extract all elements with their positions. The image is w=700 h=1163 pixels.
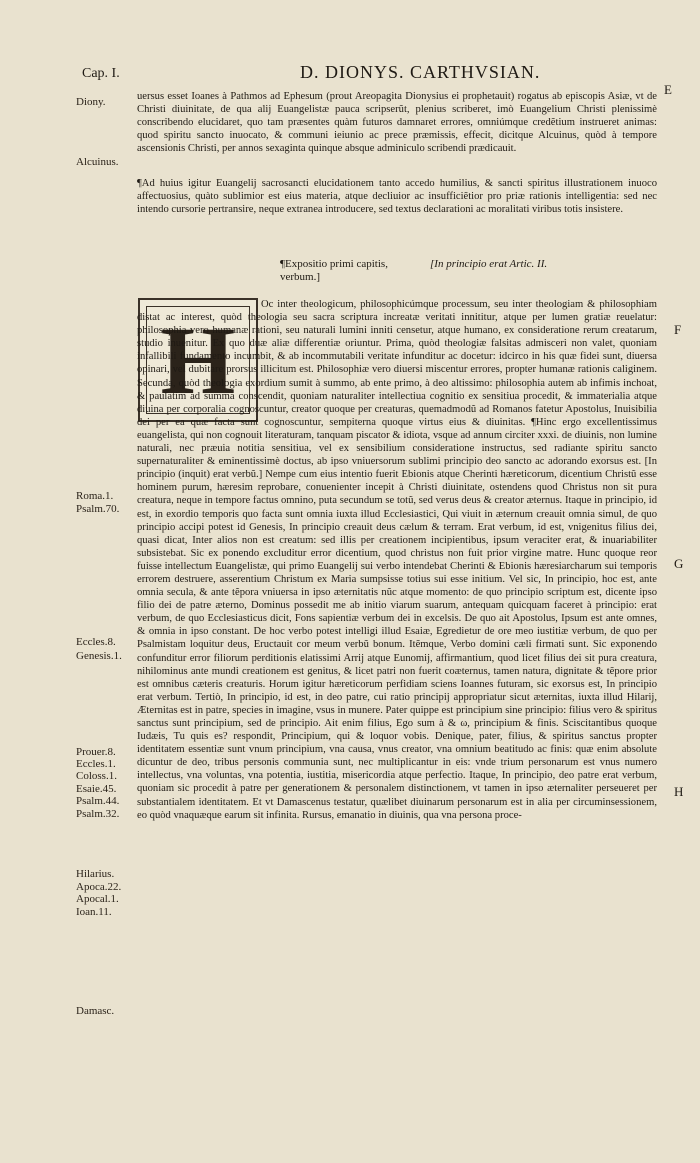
section-letter: F	[674, 322, 682, 337]
heading-left: ¶Expositio primi capitis, verbum.]	[280, 258, 388, 283]
top-paragraph: uersus esset Ioanes à Pathmos ad Ephesum (prout Areopagita Dionysius ei prophetauit) rogatus ab episcopis Asiæ, vt de Christi diuinitate, de qua alij Euangelistæ pauca scripserũt, plenius scriberet, imò Euangelium Christi plenissimè conscribendo elucidaret, quo tam præsentes quàm futuros damnaret errores, omniúmque credẽtium instrueret animas: quod spiritu sancto inuocato, & communi ieiunio ac prece præmissis, effecit, dicitque Alcuinus, quòd à tempore ascensionis Christi, per annos sexaginta quinque absque adminiculo scribendi prædicauit.	[137, 91, 657, 155]
margin-note: Esaie.45.	[76, 783, 117, 795]
margin-note: Apoca.22.	[76, 881, 122, 893]
margin-note: Eccles.1.	[76, 758, 116, 770]
initial-letter: H	[160, 307, 236, 414]
margin-note: Ioan.11.	[76, 906, 112, 918]
margin-note: Coloss.1.	[76, 770, 117, 782]
margin-note: Psalm.44.	[76, 795, 120, 807]
margin-note: Diony.	[76, 96, 106, 108]
running-header	[0, 60, 700, 97]
running-title: D. DIONYS. CARTHVSIAN.	[300, 62, 541, 82]
section-letter: G	[674, 556, 684, 571]
margin-note: Psalm.70.	[76, 503, 120, 515]
margin-note: Damasc.	[76, 1005, 115, 1017]
margin-note: Eccles.8.	[76, 636, 116, 648]
margin-note: Genesis.1.	[76, 650, 122, 662]
chapter-label: Cap. I.	[82, 66, 120, 81]
margin-note: Apocal.1.	[76, 893, 119, 905]
margin-note: Prouer.8.	[76, 746, 116, 758]
margin-note: Roma.1.	[76, 490, 114, 502]
margin-note: Psalm.32.	[76, 808, 120, 820]
section-letter: H	[674, 784, 684, 799]
margin-note: Alcuinus.	[76, 156, 119, 168]
section-letter: E	[664, 82, 672, 97]
heading-right: [In principio erat Artic. II.	[430, 258, 548, 270]
second-paragraph: ¶Ad huius igitur Euangelij sacrosancti elucidationem tanto accedo humilius, & sancti spiritus illustrationem inuoco affectuosius, quàto sublimior est eius materia, atque decliuior ac insufficiẽtior pro priæ rationis intelligentia: sed nec intendo cursorie pertransire, neque extranea introducere, sed textus declarationi ac moralitati viribus totis insistere.	[137, 178, 657, 216]
margin-note: Hilarius.	[76, 868, 115, 880]
main-text: Oc inter theologicum, philosophicúmque processum, seu inter theologiam & philosophiam distat ac interest, quòd theologia seu sacra scriptura increatæ veritati innititur, atque per lumen gratiæ reuelatur: philosophia vero humanæ rationi, seu naturali lumini inniti censetur, atque humano, ex consideratione rerum creatarum, studio inuenitur. Ex quo duæ aliæ differentiæ oriuntur. Prima, quòd theologiæ falsitas admisceri non valet, quoniam infallibili fundamento incumbit, & ab incommutabili veritate infunditur ac docetur: idcirco in his quæ fidei sunt, diuersa opinari, vel dubitare prorsus illicitum est. Philosophiæ vero diuersi miscentur errores, propter humanæ rationis caliginem. Secunda, quòd theologia exordium sumit à summo, ab ente primo, à deo altissimo: philosophia autem ab infimis inchoat, & paulatim ad summa conscendit, quoniam naturaliter intellectiua cognitio ex sensitiua procedit, & immaterialia atque diuina per corporalia cognoscuntur, creator quoque per creaturas, quemadmodũ ad Romanos fatetur Apostolus, Inuisibilia dei per ea quæ facta sunt cognoscuntur, sempiterna quoque virtus eius & diuinitas. ¶Hinc ergo excellentissimus euangelista, qui non cognouit literaturam, tanquam piscator & idiota, vsque ad annum circiter xxxi. de diuinis, non lumine naturali, nec præuia notitia sensitiua, vel ex sensibilium consideratione instructus, sed radiante spiritu sancto supernaturaliter & eminentissimè doctus, ab ipso vniuersorum sublimi principio deo sancto ac adorando exorsus est. [In principio (inquit) erat verbũ.] Nempe cum eius intentio fuerit Ebionis atque Cherinti hæreticorum, dicentium Christũ esse hominem purum, hæresim reprobare, conuenienter incepit à Christi diuinitate, ostendens quod Christus non sit pura creatura, neque in tempore factus omnino, puta secundum se totũ, sed verus deus & creator æternus. Itaque in principio, id est, in exordio temporis quo facta sunt omnia iuxta illud Ecclesiastici, Qui viuit in æternum creauit omnia simul, de quo principio accipi potest id Genesis, In principio creauit deus cælum & terram. Erat verbum, id est, vnigenitus filius dei, quasi dicat, Inter alios non est creatum: sed illis per creationem incipientibus, ipsum veraciter erat, & inuariabiliter subsistebat. Sic ex ponendo excluditur error dicentium, quod christus non fuit prior virgine matre. Hunc quoque reor fuisse intellectum Euangelistæ, qui primo Euangelij sui verbo intendebat Cherinti & Ebionis hæresiarcharum sui temporis errorem destruere, asserentium Christum ex Maria sumpsisse totius sui esse initium. Vel sic, In principio, hoc est, ante omnia secula, & ante tẽpora vniuersa in ipso æternitatis nũc atque momento: de quo principio scriptum est, dicente ipso filio dei de patre æterno, Dominus possedit me ab initio viarum suarum, antequam quicquam faceret à principio: erat verbum, de quo Ecclesiasticus dicit, Fons sapientiæ verbum dei in excelsis. De quo ait Apostolus, Ipsum est ante omnes, & omnia in ipso constant. De hoc verbo potest intelligi illud Esaiæ, Egredietur de ore meo iustitiæ verbum, de quo per Psalmistam loquitur deus, Eructauit cor meum verbũ bonum. Itẽmque, Verbo domini cæli firmati sunt. Sic exponendo confunditur error filiorum perditionis elatissimi Arrij atque Eunomij, affirmantium, quod licet filius dei sit pura creatura, nihilominus ante mundi creationem est genitus, & licet patri non fuerit coæternus, tamen natura, dignitate & tẽpore prior est omnibus cæteris creaturis. Horum igitur hæreticorum perfidiam sciens Ioannes futuram, sic exorsus est, In principio erat verbum. Tertiò, In principio, id est, in deo patre, cui ratio principij appropriatur sicut æternitas, iuxta illud Hilarij, Æternitas est in patre, species in imagine, vsus in munere. Pater quippe est principium sine principio: filius vero & spiritus sanctus sunt principium, sed de principio. Ait enim filius, Ego sum à & ω, principium & finis. Sciscitantibus quoque Iudæis, Tu quis es? respondit, Principium, qui & loquor vobis. Denique, pater, filius, & spiritus sanctus propter identitatem essentiæ sunt vnum principium, vna causa, vnus creator, vna omnium beatitudo ac finis: quæ enim absolute dicuntur de deo, tribus personis communia sunt, nec multiplicantur in eis: vnde trium personarum est vnus numero intellectus, vna voluntas, vna potentia, iustitia, misericordia atque perfectio. Itaque, In principio, deo patre erat verbum, quoniam sic procedit à patre per generationem & personalem distinctionem, vt tamen in ipso æternaliter perseueret per substantialem identitatem. Et vt Damascenus testatur, quælibet diuinarum personarum est in alia per circuminsessionem, eo quòd vnaquæque earum sit infinita. Rursus, emanatio in diuinis, qua vna persona proce-	[137, 299, 657, 821]
